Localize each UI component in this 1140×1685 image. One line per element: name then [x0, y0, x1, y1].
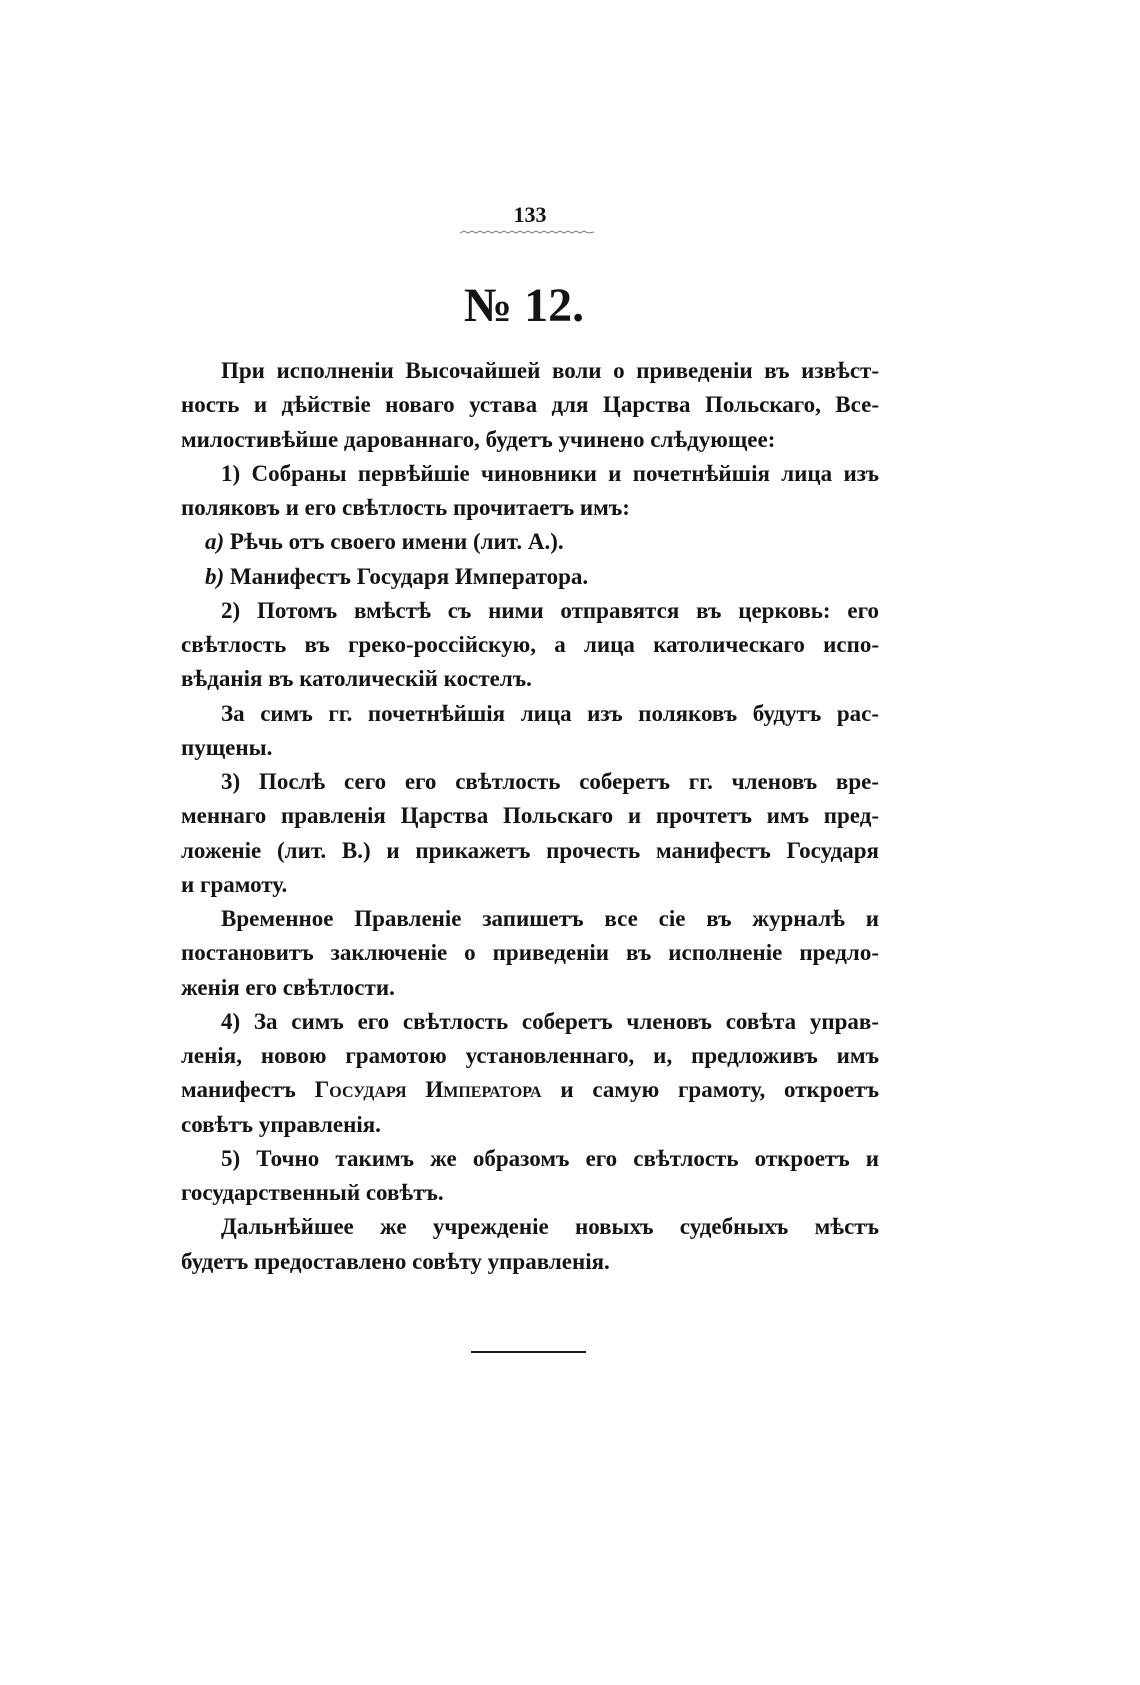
text-line: 5) Точно такимъ же образомъ его свѣтлость откроетъ и	[221, 1145, 879, 1171]
paragraph-closing	[181, 1210, 879, 1279]
sub-item-text: Рѣчь отъ своего имени (лит. А.).	[229, 529, 564, 555]
paragraph-dismissal	[181, 697, 879, 766]
ornament-divider	[460, 228, 594, 236]
text-line: свѣтлость въ греко-россійскую, а лица католическаго испо-	[181, 632, 879, 657]
text-line: постановитъ заключеніе о приведеніи въ исполненіе предло-	[181, 940, 879, 966]
text-line	[181, 1073, 879, 1107]
text-line: 2) Потомъ вмѣстѣ съ ними отправятся въ церковь: его	[221, 597, 879, 623]
text-line: За симъ гг. почетнѣйшія лица изъ поляковъ будутъ рас-	[221, 700, 879, 726]
text-line: меннаго правленія Царства Польскаго и прочтетъ имъ пред-	[181, 803, 879, 829]
paragraph-item-3	[181, 765, 879, 902]
paragraph-item-2	[181, 594, 879, 697]
paragraph-item-5	[181, 1142, 879, 1211]
small-caps-phrase: Государя Императора	[314, 1077, 542, 1103]
document-title: № 12.	[463, 279, 585, 332]
text-line: ложеніе (лит. В.) и прикажетъ прочесть манифестъ Государя	[181, 837, 879, 863]
sub-item-text: Манифестъ Государя Императора.	[229, 563, 589, 589]
sub-item-a	[181, 525, 879, 559]
text-line: милостивѣйше дарованнаго, будетъ учинено слѣдующее:	[181, 426, 776, 452]
text-line: и грамоту.	[181, 871, 288, 897]
sub-items	[181, 525, 879, 594]
text-line: Временное Правленіе запишетъ все сіе въ журналѣ и	[221, 906, 879, 931]
text-line: ленія, новою грамотою установленнаго, и, предложивъ имъ	[181, 1043, 879, 1068]
paragraph-provisional-government	[181, 902, 879, 1005]
closing-rule	[471, 1351, 586, 1353]
text-line: При исполненіи Высочайшей воли о приведеніи въ извѣст-	[221, 358, 879, 383]
text-segment: и самую грамоту, откроетъ	[560, 1077, 879, 1103]
text-line: 4) За симъ его свѣтлость соберетъ членовъ совѣта управ-	[221, 1008, 879, 1034]
text-line: поляковъ и его свѣтлость прочитаетъ имъ:	[181, 495, 630, 520]
text-line: совѣтъ управленія.	[181, 1111, 381, 1137]
text-line: вѣданія въ католическій костелъ.	[181, 666, 532, 692]
paragraph-item-4	[181, 1005, 879, 1142]
text-line: женія его свѣтлости.	[181, 974, 395, 1000]
list-marker: b)	[205, 563, 225, 589]
text-line: государственный совѣтъ.	[181, 1180, 444, 1205]
sub-item-b	[181, 560, 879, 594]
text-line: будетъ предоставлено совѣту управленія.	[181, 1248, 610, 1274]
text-segment: манифестъ	[181, 1077, 296, 1103]
text-line: пущены.	[181, 734, 273, 760]
text-line: 3) Послѣ сего его свѣтлость соберетъ гг. членовъ вре-	[221, 769, 879, 794]
text-line: ность и дѣйствіе новаго устава для Царства Польскаго, Все-	[181, 392, 879, 418]
paragraph-intro	[181, 354, 879, 457]
text-line: 1) Собраны первѣйшіе чиновники и почетнѣйшія лица изъ	[221, 460, 879, 486]
paragraph-item-1	[181, 457, 879, 526]
text-line: Дальнѣйшее же учрежденіе новыхъ судебныхъ мѣстъ	[221, 1214, 879, 1240]
document-body	[181, 354, 879, 1279]
page-number: 133	[513, 202, 547, 227]
list-marker: a)	[205, 529, 225, 555]
